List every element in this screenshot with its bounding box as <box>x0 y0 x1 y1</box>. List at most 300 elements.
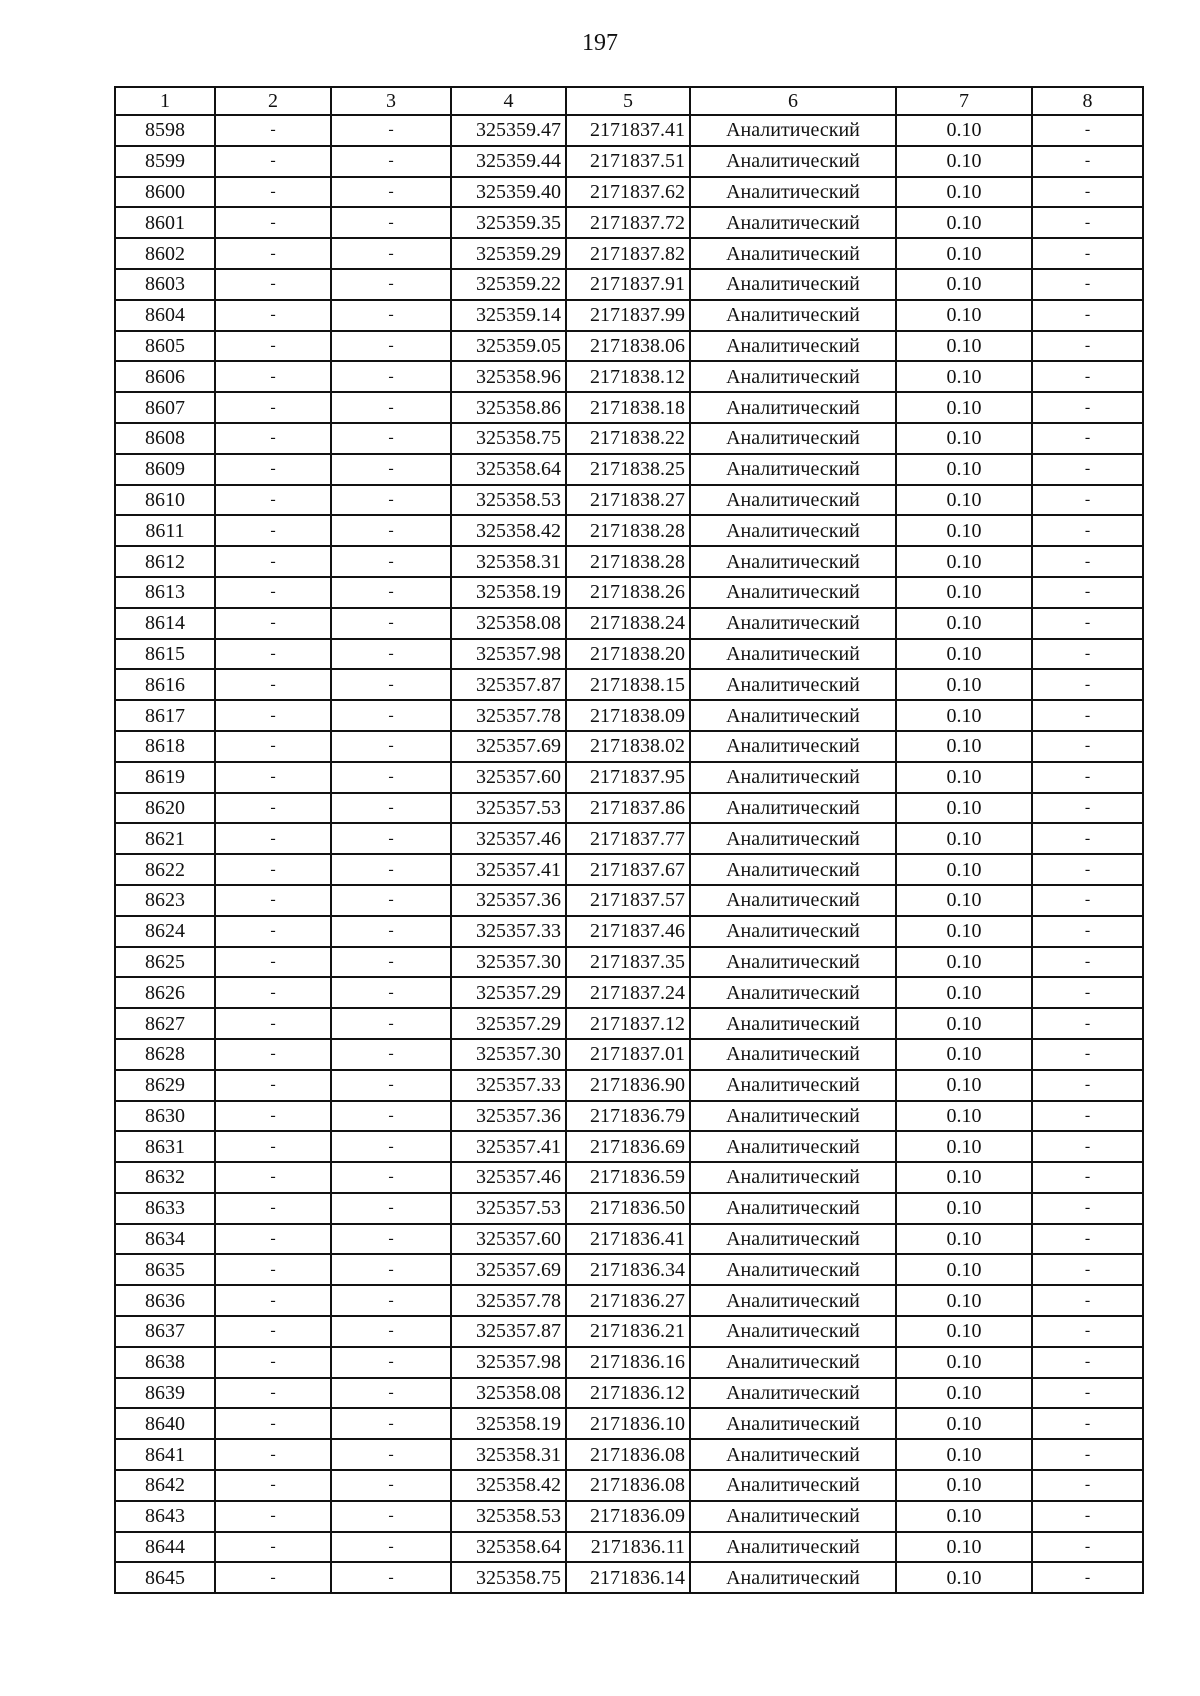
y-coordinate: 2171838.28 <box>566 546 690 577</box>
precision: 0.10 <box>896 1408 1032 1439</box>
column-2-value: - <box>215 454 331 485</box>
x-coordinate: 325359.05 <box>451 331 566 362</box>
table-row <box>115 916 1143 947</box>
column-8-value: - <box>1032 1008 1143 1039</box>
column-2-value: - <box>215 1316 331 1347</box>
column-3-value: - <box>331 115 451 146</box>
table-row <box>115 454 1143 485</box>
column-8-value: - <box>1032 577 1143 608</box>
table-row <box>115 1316 1143 1347</box>
method: Аналитический <box>690 916 896 947</box>
column-8-value: - <box>1032 854 1143 885</box>
x-coordinate: 325357.33 <box>451 916 566 947</box>
point-number: 8637 <box>115 1316 215 1347</box>
x-coordinate: 325358.42 <box>451 1470 566 1501</box>
table-row <box>115 762 1143 793</box>
table-row <box>115 1224 1143 1255</box>
column-2-value: - <box>215 669 331 700</box>
column-3-value: - <box>331 1562 451 1593</box>
table-row <box>115 1439 1143 1470</box>
column-8-value: - <box>1032 207 1143 238</box>
point-number: 8639 <box>115 1378 215 1409</box>
method: Аналитический <box>690 1501 896 1532</box>
method: Аналитический <box>690 823 896 854</box>
table-row <box>115 177 1143 208</box>
precision: 0.10 <box>896 146 1032 177</box>
method: Аналитический <box>690 1070 896 1101</box>
method: Аналитический <box>690 762 896 793</box>
precision: 0.10 <box>896 207 1032 238</box>
page-number: 197 <box>582 30 618 56</box>
table-row <box>115 361 1143 392</box>
method: Аналитический <box>690 1039 896 1070</box>
header-row <box>115 87 1143 115</box>
column-8-value: - <box>1032 639 1143 670</box>
column-2-value: - <box>215 146 331 177</box>
column-8-value: - <box>1032 392 1143 423</box>
column-3-value: - <box>331 1162 451 1193</box>
method: Аналитический <box>690 269 896 300</box>
column-2-value: - <box>215 392 331 423</box>
x-coordinate: 325357.78 <box>451 700 566 731</box>
x-coordinate: 325359.47 <box>451 115 566 146</box>
table-row <box>115 947 1143 978</box>
y-coordinate: 2171837.91 <box>566 269 690 300</box>
y-coordinate: 2171837.35 <box>566 947 690 978</box>
column-3-value: - <box>331 207 451 238</box>
method: Аналитический <box>690 1008 896 1039</box>
x-coordinate: 325357.46 <box>451 1162 566 1193</box>
y-coordinate: 2171837.82 <box>566 238 690 269</box>
column-3-value: - <box>331 1131 451 1162</box>
x-coordinate: 325358.19 <box>451 577 566 608</box>
y-coordinate: 2171836.14 <box>566 1562 690 1593</box>
column-header-7: 7 <box>896 87 1032 115</box>
precision: 0.10 <box>896 762 1032 793</box>
column-8-value: - <box>1032 1101 1143 1132</box>
y-coordinate: 2171836.69 <box>566 1131 690 1162</box>
precision: 0.10 <box>896 1316 1032 1347</box>
precision: 0.10 <box>896 1070 1032 1101</box>
method: Аналитический <box>690 515 896 546</box>
precision: 0.10 <box>896 700 1032 731</box>
table-row <box>115 1347 1143 1378</box>
method: Аналитический <box>690 1562 896 1593</box>
column-3-value: - <box>331 1285 451 1316</box>
column-2-value: - <box>215 1501 331 1532</box>
table-row <box>115 577 1143 608</box>
column-2-value: - <box>215 331 331 362</box>
point-number: 8644 <box>115 1532 215 1563</box>
point-number: 8599 <box>115 146 215 177</box>
x-coordinate: 325357.30 <box>451 947 566 978</box>
method: Аналитический <box>690 146 896 177</box>
method: Аналитический <box>690 331 896 362</box>
point-number: 8631 <box>115 1131 215 1162</box>
column-8-value: - <box>1032 515 1143 546</box>
column-2-value: - <box>215 1162 331 1193</box>
column-8-value: - <box>1032 177 1143 208</box>
point-number: 8616 <box>115 669 215 700</box>
precision: 0.10 <box>896 1008 1032 1039</box>
column-2-value: - <box>215 977 331 1008</box>
point-number: 8640 <box>115 1408 215 1439</box>
y-coordinate: 2171836.79 <box>566 1101 690 1132</box>
column-3-value: - <box>331 639 451 670</box>
y-coordinate: 2171837.46 <box>566 916 690 947</box>
y-coordinate: 2171838.26 <box>566 577 690 608</box>
table-row <box>115 1470 1143 1501</box>
column-2-value: - <box>215 608 331 639</box>
x-coordinate: 325359.29 <box>451 238 566 269</box>
x-coordinate: 325357.87 <box>451 1316 566 1347</box>
point-number: 8641 <box>115 1439 215 1470</box>
y-coordinate: 2171836.11 <box>566 1532 690 1563</box>
y-coordinate: 2171836.09 <box>566 1501 690 1532</box>
column-3-value: - <box>331 454 451 485</box>
table-row <box>115 854 1143 885</box>
precision: 0.10 <box>896 361 1032 392</box>
table-row <box>115 269 1143 300</box>
column-8-value: - <box>1032 731 1143 762</box>
table-row <box>115 823 1143 854</box>
x-coordinate: 325358.53 <box>451 485 566 516</box>
method: Аналитический <box>690 300 896 331</box>
column-3-value: - <box>331 1378 451 1409</box>
method: Аналитический <box>690 793 896 824</box>
x-coordinate: 325357.53 <box>451 793 566 824</box>
x-coordinate: 325358.96 <box>451 361 566 392</box>
precision: 0.10 <box>896 577 1032 608</box>
column-2-value: - <box>215 823 331 854</box>
column-3-value: - <box>331 1439 451 1470</box>
column-2-value: - <box>215 885 331 916</box>
column-2-value: - <box>215 177 331 208</box>
x-coordinate: 325357.33 <box>451 1070 566 1101</box>
column-2-value: - <box>215 1131 331 1162</box>
column-3-value: - <box>331 1532 451 1563</box>
x-coordinate: 325358.64 <box>451 1532 566 1563</box>
column-8-value: - <box>1032 700 1143 731</box>
x-coordinate: 325359.44 <box>451 146 566 177</box>
point-number: 8613 <box>115 577 215 608</box>
precision: 0.10 <box>896 1162 1032 1193</box>
method: Аналитический <box>690 392 896 423</box>
precision: 0.10 <box>896 669 1032 700</box>
table-row <box>115 1532 1143 1563</box>
x-coordinate: 325357.60 <box>451 762 566 793</box>
point-number: 8605 <box>115 331 215 362</box>
column-2-value: - <box>215 1285 331 1316</box>
column-2-value: - <box>215 1070 331 1101</box>
method: Аналитический <box>690 577 896 608</box>
column-2-value: - <box>215 1562 331 1593</box>
method: Аналитический <box>690 1254 896 1285</box>
method: Аналитический <box>690 1316 896 1347</box>
point-number: 8620 <box>115 793 215 824</box>
column-3-value: - <box>331 1254 451 1285</box>
x-coordinate: 325358.31 <box>451 1439 566 1470</box>
precision: 0.10 <box>896 1562 1032 1593</box>
column-3-value: - <box>331 423 451 454</box>
x-coordinate: 325358.08 <box>451 608 566 639</box>
x-coordinate: 325358.75 <box>451 1562 566 1593</box>
table-row <box>115 1101 1143 1132</box>
precision: 0.10 <box>896 423 1032 454</box>
point-number: 8636 <box>115 1285 215 1316</box>
x-coordinate: 325357.36 <box>451 1101 566 1132</box>
precision: 0.10 <box>896 731 1032 762</box>
precision: 0.10 <box>896 639 1032 670</box>
point-number: 8625 <box>115 947 215 978</box>
column-8-value: - <box>1032 1131 1143 1162</box>
column-header-5: 5 <box>566 87 690 115</box>
column-2-value: - <box>215 854 331 885</box>
column-2-value: - <box>215 115 331 146</box>
x-coordinate: 325357.29 <box>451 1008 566 1039</box>
precision: 0.10 <box>896 177 1032 208</box>
point-number: 8630 <box>115 1101 215 1132</box>
y-coordinate: 2171837.95 <box>566 762 690 793</box>
precision: 0.10 <box>896 1532 1032 1563</box>
column-8-value: - <box>1032 916 1143 947</box>
y-coordinate: 2171836.12 <box>566 1378 690 1409</box>
column-3-value: - <box>331 885 451 916</box>
point-number: 8634 <box>115 1224 215 1255</box>
x-coordinate: 325359.40 <box>451 177 566 208</box>
coordinates-table <box>114 86 1144 1594</box>
column-8-value: - <box>1032 1070 1143 1101</box>
column-3-value: - <box>331 1101 451 1132</box>
column-8-value: - <box>1032 947 1143 978</box>
precision: 0.10 <box>896 115 1032 146</box>
point-number: 8642 <box>115 1470 215 1501</box>
precision: 0.10 <box>896 977 1032 1008</box>
table-row <box>115 885 1143 916</box>
column-8-value: - <box>1032 1193 1143 1224</box>
x-coordinate: 325357.87 <box>451 669 566 700</box>
column-3-value: - <box>331 1347 451 1378</box>
y-coordinate: 2171836.21 <box>566 1316 690 1347</box>
method: Аналитический <box>690 1162 896 1193</box>
column-3-value: - <box>331 331 451 362</box>
method: Аналитический <box>690 1470 896 1501</box>
method: Аналитический <box>690 977 896 1008</box>
column-2-value: - <box>215 1101 331 1132</box>
method: Аналитический <box>690 1285 896 1316</box>
method: Аналитический <box>690 700 896 731</box>
column-8-value: - <box>1032 1347 1143 1378</box>
column-2-value: - <box>215 1193 331 1224</box>
point-number: 8601 <box>115 207 215 238</box>
table-row <box>115 146 1143 177</box>
column-8-value: - <box>1032 238 1143 269</box>
y-coordinate: 2171838.12 <box>566 361 690 392</box>
column-2-value: - <box>215 1532 331 1563</box>
precision: 0.10 <box>896 1285 1032 1316</box>
precision: 0.10 <box>896 885 1032 916</box>
point-number: 8627 <box>115 1008 215 1039</box>
y-coordinate: 2171836.41 <box>566 1224 690 1255</box>
method: Аналитический <box>690 1439 896 1470</box>
table-row <box>115 1285 1143 1316</box>
column-8-value: - <box>1032 1254 1143 1285</box>
precision: 0.10 <box>896 1347 1032 1378</box>
point-number: 8602 <box>115 238 215 269</box>
point-number: 8623 <box>115 885 215 916</box>
x-coordinate: 325357.41 <box>451 1131 566 1162</box>
y-coordinate: 2171837.24 <box>566 977 690 1008</box>
column-3-value: - <box>331 823 451 854</box>
x-coordinate: 325359.22 <box>451 269 566 300</box>
method: Аналитический <box>690 854 896 885</box>
method: Аналитический <box>690 1224 896 1255</box>
y-coordinate: 2171836.08 <box>566 1470 690 1501</box>
precision: 0.10 <box>896 1254 1032 1285</box>
y-coordinate: 2171836.16 <box>566 1347 690 1378</box>
x-coordinate: 325358.42 <box>451 515 566 546</box>
method: Аналитический <box>690 639 896 670</box>
column-3-value: - <box>331 1224 451 1255</box>
table-row <box>115 392 1143 423</box>
table-row <box>115 1070 1143 1101</box>
column-8-value: - <box>1032 793 1143 824</box>
precision: 0.10 <box>896 1224 1032 1255</box>
precision: 0.10 <box>896 269 1032 300</box>
method: Аналитический <box>690 177 896 208</box>
precision: 0.10 <box>896 1470 1032 1501</box>
precision: 0.10 <box>896 1193 1032 1224</box>
column-3-value: - <box>331 485 451 516</box>
precision: 0.10 <box>896 392 1032 423</box>
column-2-value: - <box>215 1439 331 1470</box>
column-3-value: - <box>331 1316 451 1347</box>
point-number: 8624 <box>115 916 215 947</box>
table-row <box>115 793 1143 824</box>
x-coordinate: 325357.98 <box>451 639 566 670</box>
column-3-value: - <box>331 1008 451 1039</box>
column-8-value: - <box>1032 269 1143 300</box>
column-header-1: 1 <box>115 87 215 115</box>
column-8-value: - <box>1032 1501 1143 1532</box>
point-number: 8600 <box>115 177 215 208</box>
point-number: 8612 <box>115 546 215 577</box>
column-3-value: - <box>331 1070 451 1101</box>
column-2-value: - <box>215 423 331 454</box>
precision: 0.10 <box>896 238 1032 269</box>
column-2-value: - <box>215 515 331 546</box>
column-3-value: - <box>331 793 451 824</box>
y-coordinate: 2171837.51 <box>566 146 690 177</box>
y-coordinate: 2171836.90 <box>566 1070 690 1101</box>
column-3-value: - <box>331 361 451 392</box>
column-8-value: - <box>1032 485 1143 516</box>
table-body <box>115 115 1143 1593</box>
method: Аналитический <box>690 454 896 485</box>
y-coordinate: 2171836.08 <box>566 1439 690 1470</box>
table-row <box>115 1131 1143 1162</box>
x-coordinate: 325359.35 <box>451 207 566 238</box>
x-coordinate: 325357.46 <box>451 823 566 854</box>
column-8-value: - <box>1032 546 1143 577</box>
column-3-value: - <box>331 731 451 762</box>
column-2-value: - <box>215 207 331 238</box>
point-number: 8609 <box>115 454 215 485</box>
y-coordinate: 2171838.28 <box>566 515 690 546</box>
y-coordinate: 2171838.06 <box>566 331 690 362</box>
y-coordinate: 2171837.86 <box>566 793 690 824</box>
column-header-3: 3 <box>331 87 451 115</box>
table-row <box>115 1501 1143 1532</box>
precision: 0.10 <box>896 1501 1032 1532</box>
y-coordinate: 2171838.20 <box>566 639 690 670</box>
column-2-value: - <box>215 269 331 300</box>
x-coordinate: 325357.53 <box>451 1193 566 1224</box>
point-number: 8635 <box>115 1254 215 1285</box>
y-coordinate: 2171838.15 <box>566 669 690 700</box>
point-number: 8638 <box>115 1347 215 1378</box>
y-coordinate: 2171838.27 <box>566 485 690 516</box>
column-3-value: - <box>331 762 451 793</box>
y-coordinate: 2171837.99 <box>566 300 690 331</box>
point-number: 8633 <box>115 1193 215 1224</box>
table-row <box>115 977 1143 1008</box>
y-coordinate: 2171837.67 <box>566 854 690 885</box>
precision: 0.10 <box>896 1378 1032 1409</box>
column-3-value: - <box>331 947 451 978</box>
method: Аналитический <box>690 238 896 269</box>
method: Аналитический <box>690 423 896 454</box>
column-2-value: - <box>215 700 331 731</box>
point-number: 8604 <box>115 300 215 331</box>
column-8-value: - <box>1032 608 1143 639</box>
precision: 0.10 <box>896 1039 1032 1070</box>
table-row <box>115 1408 1143 1439</box>
x-coordinate: 325357.29 <box>451 977 566 1008</box>
method: Аналитический <box>690 1131 896 1162</box>
column-header-6: 6 <box>690 87 896 115</box>
table-row <box>115 300 1143 331</box>
column-2-value: - <box>215 1008 331 1039</box>
table-row <box>115 1254 1143 1285</box>
precision: 0.10 <box>896 1131 1032 1162</box>
precision: 0.10 <box>896 947 1032 978</box>
column-2-value: - <box>215 485 331 516</box>
y-coordinate: 2171836.10 <box>566 1408 690 1439</box>
point-number: 8615 <box>115 639 215 670</box>
column-2-value: - <box>215 361 331 392</box>
column-8-value: - <box>1032 1316 1143 1347</box>
point-number: 8607 <box>115 392 215 423</box>
x-coordinate: 325357.41 <box>451 854 566 885</box>
y-coordinate: 2171837.62 <box>566 177 690 208</box>
column-2-value: - <box>215 793 331 824</box>
precision: 0.10 <box>896 854 1032 885</box>
y-coordinate: 2171836.59 <box>566 1162 690 1193</box>
point-number: 8603 <box>115 269 215 300</box>
column-8-value: - <box>1032 1562 1143 1593</box>
y-coordinate: 2171836.34 <box>566 1254 690 1285</box>
point-number: 8621 <box>115 823 215 854</box>
y-coordinate: 2171838.02 <box>566 731 690 762</box>
column-8-value: - <box>1032 454 1143 485</box>
table-row <box>115 1008 1143 1039</box>
column-8-value: - <box>1032 1439 1143 1470</box>
point-number: 8628 <box>115 1039 215 1070</box>
y-coordinate: 2171837.12 <box>566 1008 690 1039</box>
point-number: 8614 <box>115 608 215 639</box>
x-coordinate: 325358.19 <box>451 1408 566 1439</box>
